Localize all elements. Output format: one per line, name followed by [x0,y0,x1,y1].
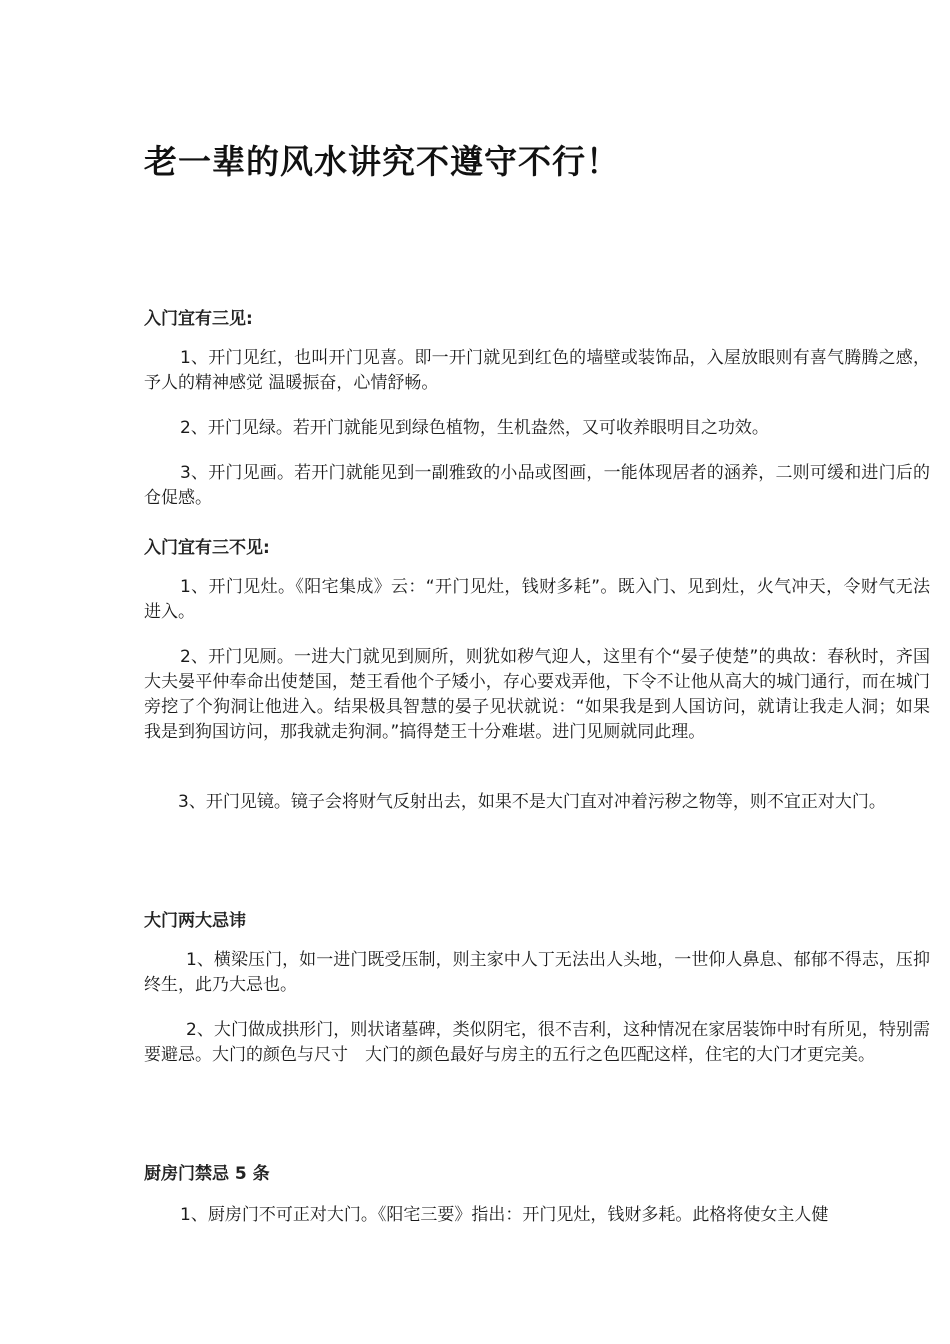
paragraph-beam-over-door: 1、横梁压门，如一进门既受压制，则主家中人丁无法出人头地，一世仰人鼻息、郁郁不得志，压抑终生，此乃大忌也。 [144,950,930,995]
paragraph-open-door-red: 1、开门见红，也叫开门见喜。即一开门就见到红色的墙壁或装饰品，入屋放眼则有喜气腾腾之感，予人的精神感觉 温暖振奋，心情舒畅。 [144,348,930,393]
document-title: 老一辈的风水讲究不遵守不行！ [144,142,620,181]
paragraph-open-door-green: 2、开门见绿。若开门就能见到绿色植物，生机盎然，又可收养眼明目之功效。 [180,418,769,438]
paragraph-open-door-painting: 3、开门见画。若开门就能见到一副雅致的小品或图画，一能体现居者的涵养，二则可缓和进门后的仓促感。 [144,463,930,508]
paragraph-kitchen-door-facing: 1、厨房门不可正对大门。《阳宅三要》指出：开门见灶，钱财多耗。此格将使女主人健 [180,1205,829,1225]
paragraph-open-door-toilet: 2、开门见厕。一进大门就见到厕所，则犹如秽气迎人，这里有个“晏子使楚”的典故：春秋时，齐国大夫晏平仲奉命出使楚国，楚王看他个子矮小，存心要戏弄他，下令不让他从高大的城门通行，而在城门旁挖了个狗洞让他进入。结果极具智慧的晏子见状就说：“如果我是到人国访问，就请让我走人洞；如果我是到狗国访问，那我就走狗洞。”搞得楚王十分难堪。进门见厕就同此理。 [144,647,930,742]
paragraph-arched-door: 2、大门做成拱形门，则状诸墓碑，类似阴宅，很不吉利，这种情况在家居装饰中时有所见，特别需要避忌。大门的颜色与尺寸 大门的颜色最好与房主的五行之色匹配这样，住宅的大门才更完美。 [144,1020,930,1065]
paragraph-open-door-stove: 1、开门见灶。《阳宅集成》云：“开门见灶，钱财多耗”。既入门、见到灶，火气冲天，令财气无法进入。 [144,577,930,622]
section-heading-three-sees: 入门宜有三见: [144,309,253,329]
paragraph-open-door-mirror: 3、开门见镜。镜子会将财气反射出去，如果不是大门直对冲着污秽之物等，则不宜正对大门。 [178,792,886,812]
section-heading-three-not-sees: 入门宜有三不见: [144,538,270,558]
section-heading-gate-taboos: 大门两大忌讳 [144,911,246,931]
section-heading-kitchen-door: 厨房门禁忌 5 条 [144,1164,270,1184]
